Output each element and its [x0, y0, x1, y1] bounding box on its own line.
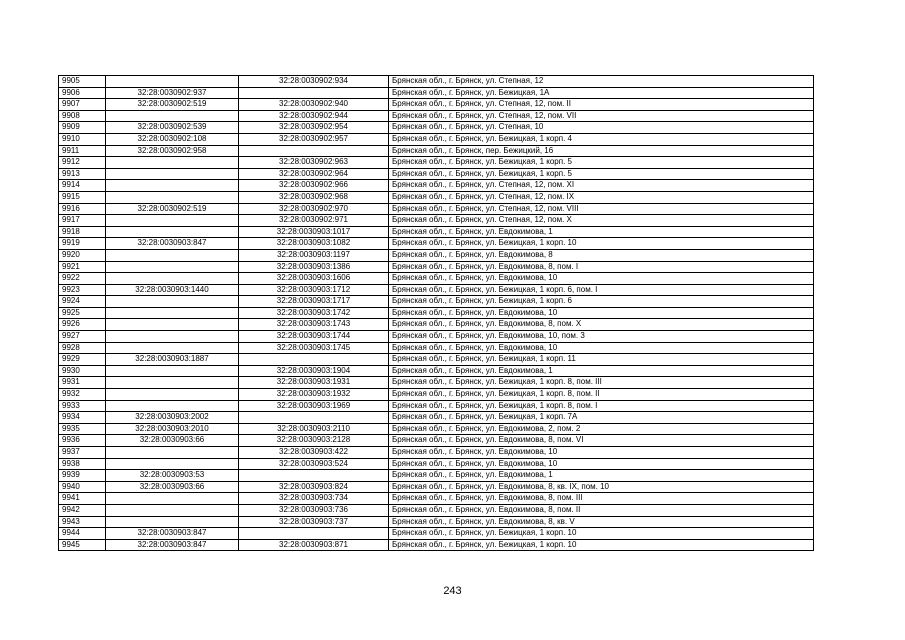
cadastral-number-cell: 32:28:0030902:957: [239, 133, 389, 145]
cadastral-number-cell: 32:28:0030903:1197: [239, 249, 389, 261]
row-number-cell: 9911: [59, 145, 106, 157]
cadastral-parent-cell: 32:28:0030903:2010: [106, 423, 239, 435]
table-row: [59, 331, 814, 343]
table-row: [59, 145, 814, 157]
row-number-cell: 9913: [59, 168, 106, 180]
address-cell: Брянская обл., г. Брянск, ул. Евдокимова, 10: [389, 458, 814, 470]
page-number: 243: [443, 585, 462, 597]
cadastral-parent-cell: [106, 168, 239, 180]
address-cell: Брянская обл., г. Брянск, ул. Бежицкая, 1А: [389, 87, 814, 99]
cadastral-number-cell: 32:28:0030903:871: [239, 539, 389, 551]
address-cell: Брянская обл., г. Брянск, ул. Евдокимова, 10: [389, 307, 814, 319]
row-number-cell: 9930: [59, 365, 106, 377]
cadastral-parent-cell: [106, 319, 239, 331]
cadastral-number-cell: [239, 87, 389, 99]
address-cell: Брянская обл., г. Брянск, ул. Степная, 12, пом. XI: [389, 180, 814, 192]
address-cell: Брянская обл., г. Брянск, ул. Евдокимова, 10: [389, 447, 814, 459]
table-row: [59, 342, 814, 354]
cadastral-number-cell: 32:28:0030903:1931: [239, 377, 389, 389]
cadastral-number-cell: [239, 470, 389, 482]
cadastral-parent-cell: [106, 377, 239, 389]
row-number-cell: 9932: [59, 389, 106, 401]
address-cell: Брянская обл., г. Брянск, ул. Евдокимова, 8, кв. IX, пом. 10: [389, 481, 814, 493]
table-row: [59, 99, 814, 111]
cadastral-parent-cell: [106, 76, 239, 88]
row-number-cell: 9937: [59, 447, 106, 459]
cadastral-parent-cell: [106, 273, 239, 285]
table-row: [59, 296, 814, 308]
address-cell: Брянская обл., г. Брянск, ул. Евдокимова, 8, пом. X: [389, 319, 814, 331]
cadastral-parent-cell: [106, 365, 239, 377]
row-number-cell: 9921: [59, 261, 106, 273]
cadastral-parent-cell: [106, 226, 239, 238]
table-row: [59, 493, 814, 505]
address-cell: Брянская обл., г. Брянск, ул. Евдокимова, 1: [389, 470, 814, 482]
cadastral-parent-cell: [106, 493, 239, 505]
table-row: [59, 191, 814, 203]
cadastral-number-cell: 32:28:0030903:1717: [239, 296, 389, 308]
cadastral-parent-cell: [106, 331, 239, 343]
cadastral-number-cell: 32:28:0030903:1712: [239, 284, 389, 296]
table-row: [59, 516, 814, 528]
table-row: [59, 168, 814, 180]
cadastral-number-cell: 32:28:0030902:968: [239, 191, 389, 203]
table-row: [59, 504, 814, 516]
cadastral-parent-cell: [106, 110, 239, 122]
cadastral-parent-cell: 32:28:0030903:847: [106, 528, 239, 540]
cadastral-parent-cell: 32:28:0030903:66: [106, 435, 239, 447]
table-row: [59, 157, 814, 169]
table-row: [59, 528, 814, 540]
cadastral-number-cell: [239, 354, 389, 366]
row-number-cell: 9941: [59, 493, 106, 505]
cadastral-parent-cell: [106, 342, 239, 354]
cadastral-parent-cell: 32:28:0030902:937: [106, 87, 239, 99]
registry-table-body: [59, 76, 814, 551]
address-cell: Брянская обл., г. Брянск, ул. Евдокимова, 10, пом. 3: [389, 331, 814, 343]
cadastral-number-cell: 32:28:0030902:963: [239, 157, 389, 169]
cadastral-parent-cell: [106, 157, 239, 169]
row-number-cell: 9920: [59, 249, 106, 261]
row-number-cell: 9939: [59, 470, 106, 482]
table-row: [59, 539, 814, 551]
table-row: [59, 76, 814, 88]
row-number-cell: 9943: [59, 516, 106, 528]
cadastral-number-cell: 32:28:0030903:2110: [239, 423, 389, 435]
table-row: [59, 319, 814, 331]
table-row: [59, 412, 814, 424]
row-number-cell: 9928: [59, 342, 106, 354]
table-row: [59, 447, 814, 459]
row-number-cell: 9924: [59, 296, 106, 308]
cadastral-number-cell: 32:28:0030903:422: [239, 447, 389, 459]
cadastral-number-cell: 32:28:0030903:1904: [239, 365, 389, 377]
cadastral-number-cell: 32:28:0030903:2128: [239, 435, 389, 447]
address-cell: Брянская обл., г. Брянск, ул. Евдокимова, 10: [389, 342, 814, 354]
table-row: [59, 273, 814, 285]
row-number-cell: 9914: [59, 180, 106, 192]
table-row: [59, 354, 814, 366]
address-cell: Брянская обл., г. Брянск, ул. Евдокимова, 2, пом. 2: [389, 423, 814, 435]
address-cell: Брянская обл., г. Брянск, ул. Степная, 12, пом. VII: [389, 110, 814, 122]
cadastral-parent-cell: [106, 504, 239, 516]
table-row: [59, 261, 814, 273]
address-cell: Брянская обл., г. Брянск, ул. Степная, 12, пом. VIII: [389, 203, 814, 215]
address-cell: Брянская обл., г. Брянск, ул. Степная, 12: [389, 76, 814, 88]
cadastral-parent-cell: 32:28:0030903:1887: [106, 354, 239, 366]
address-cell: Брянская обл., г. Брянск, ул. Бежицкая, 1 корп. 6, пом. I: [389, 284, 814, 296]
table-row: [59, 249, 814, 261]
row-number-cell: 9944: [59, 528, 106, 540]
cadastral-number-cell: 32:28:0030903:1745: [239, 342, 389, 354]
table-row: [59, 284, 814, 296]
address-cell: Брянская обл., г. Брянск, ул. Бежицкая, 1 корп. 11: [389, 354, 814, 366]
cadastral-number-cell: 32:28:0030902:934: [239, 76, 389, 88]
row-number-cell: 9935: [59, 423, 106, 435]
row-number-cell: 9919: [59, 238, 106, 250]
table-row: [59, 110, 814, 122]
cadastral-parent-cell: 32:28:0030903:847: [106, 238, 239, 250]
cadastral-parent-cell: 32:28:0030903:2002: [106, 412, 239, 424]
address-cell: Брянская обл., г. Брянск, ул. Степная, 10: [389, 122, 814, 134]
table-row: [59, 470, 814, 482]
row-number-cell: 9940: [59, 481, 106, 493]
cadastral-parent-cell: 32:28:0030902:958: [106, 145, 239, 157]
cadastral-number-cell: 32:28:0030903:1017: [239, 226, 389, 238]
row-number-cell: 9934: [59, 412, 106, 424]
cadastral-parent-cell: [106, 447, 239, 459]
row-number-cell: 9927: [59, 331, 106, 343]
address-cell: Брянская обл., г. Брянск, ул. Бежицкая, 1 корп. 10: [389, 539, 814, 551]
row-number-cell: 9910: [59, 133, 106, 145]
cadastral-number-cell: 32:28:0030903:1386: [239, 261, 389, 273]
address-cell: Брянская обл., г. Брянск, ул. Бежицкая, 1 корп. 10: [389, 528, 814, 540]
row-number-cell: 9938: [59, 458, 106, 470]
row-number-cell: 9906: [59, 87, 106, 99]
row-number-cell: 9945: [59, 539, 106, 551]
address-cell: Брянская обл., г. Брянск, ул. Евдокимова, 8, пом. II: [389, 504, 814, 516]
address-cell: Брянская обл., г. Брянск, ул. Евдокимова, 8, кв. V: [389, 516, 814, 528]
address-cell: Брянская обл., г. Брянск, ул. Евдокимова, 8, пом. I: [389, 261, 814, 273]
address-cell: Брянская обл., г. Брянск, ул. Евдокимова, 8, пом. VI: [389, 435, 814, 447]
cadastral-parent-cell: 32:28:0030902:539: [106, 122, 239, 134]
cadastral-number-cell: 32:28:0030903:1969: [239, 400, 389, 412]
cadastral-parent-cell: [106, 215, 239, 227]
row-number-cell: 9916: [59, 203, 106, 215]
row-number-cell: 9917: [59, 215, 106, 227]
cadastral-parent-cell: 32:28:0030902:519: [106, 203, 239, 215]
address-cell: Брянская обл., г. Брянск, ул. Бежицкая, 1 корп. 8, пом. III: [389, 377, 814, 389]
table-row: [59, 133, 814, 145]
cadastral-number-cell: [239, 145, 389, 157]
row-number-cell: 9926: [59, 319, 106, 331]
row-number-cell: 9942: [59, 504, 106, 516]
cadastral-number-cell: 32:28:0030903:1082: [239, 238, 389, 250]
address-cell: Брянская обл., г. Брянск, ул. Бежицкая, 1 корп. 4: [389, 133, 814, 145]
cadastral-number-cell: 32:28:0030902:970: [239, 203, 389, 215]
table-row: [59, 87, 814, 99]
address-cell: Брянская обл., г. Брянск, ул. Степная, 12, пом. X: [389, 215, 814, 227]
cadastral-number-cell: [239, 412, 389, 424]
address-cell: Брянская обл., г. Брянск, ул. Бежицкая, 1 корп. 8, пом. I: [389, 400, 814, 412]
cadastral-parent-cell: [106, 389, 239, 401]
row-number-cell: 9907: [59, 99, 106, 111]
table-row: [59, 203, 814, 215]
address-cell: Брянская обл., г. Брянск, ул. Бежицкая, 1 корп. 8, пом. II: [389, 389, 814, 401]
cadastral-number-cell: 32:28:0030903:1744: [239, 331, 389, 343]
row-number-cell: 9936: [59, 435, 106, 447]
cadastral-number-cell: 32:28:0030903:1742: [239, 307, 389, 319]
table-row: [59, 423, 814, 435]
cadastral-number-cell: 32:28:0030903:734: [239, 493, 389, 505]
address-cell: Брянская обл., г. Брянск, ул. Бежицкая, 1 корп. 10: [389, 238, 814, 250]
cadastral-parent-cell: 32:28:0030902:519: [106, 99, 239, 111]
cadastral-number-cell: 32:28:0030902:971: [239, 215, 389, 227]
table-row: [59, 389, 814, 401]
cadastral-parent-cell: [106, 307, 239, 319]
cadastral-number-cell: 32:28:0030903:824: [239, 481, 389, 493]
table-row: [59, 215, 814, 227]
address-cell: Брянская обл., г. Брянск, пер. Бежицкий, 16: [389, 145, 814, 157]
table-row: [59, 238, 814, 250]
row-number-cell: 9931: [59, 377, 106, 389]
address-cell: Брянская обл., г. Брянск, ул. Евдокимова, 1: [389, 365, 814, 377]
table-row: [59, 377, 814, 389]
cadastral-number-cell: [239, 528, 389, 540]
address-cell: Брянская обл., г. Брянск, ул. Бежицкая, 1 корп. 5: [389, 168, 814, 180]
row-number-cell: 9908: [59, 110, 106, 122]
cadastral-parent-cell: 32:28:0030903:1440: [106, 284, 239, 296]
row-number-cell: 9922: [59, 273, 106, 285]
cadastral-number-cell: 32:28:0030902:954: [239, 122, 389, 134]
row-number-cell: 9918: [59, 226, 106, 238]
cadastral-number-cell: 32:28:0030903:736: [239, 504, 389, 516]
cadastral-parent-cell: [106, 458, 239, 470]
cadastral-number-cell: 32:28:0030903:1932: [239, 389, 389, 401]
cadastral-number-cell: 32:28:0030902:966: [239, 180, 389, 192]
row-number-cell: 9909: [59, 122, 106, 134]
address-cell: Брянская обл., г. Брянск, ул. Евдокимова, 8, пом. III: [389, 493, 814, 505]
row-number-cell: 9923: [59, 284, 106, 296]
address-cell: Брянская обл., г. Брянск, ул. Евдокимова, 8: [389, 249, 814, 261]
table-row: [59, 122, 814, 134]
table-row: [59, 180, 814, 192]
row-number-cell: 9905: [59, 76, 106, 88]
table-row: [59, 226, 814, 238]
table-row: [59, 365, 814, 377]
table-row: [59, 435, 814, 447]
row-number-cell: 9915: [59, 191, 106, 203]
row-number-cell: 9925: [59, 307, 106, 319]
cadastral-number-cell: 32:28:0030903:524: [239, 458, 389, 470]
cadastral-parent-cell: 32:28:0030903:847: [106, 539, 239, 551]
cadastral-parent-cell: [106, 249, 239, 261]
cadastral-parent-cell: [106, 516, 239, 528]
cadastral-parent-cell: [106, 191, 239, 203]
cadastral-parent-cell: 32:28:0030903:53: [106, 470, 239, 482]
registry-table: [58, 75, 814, 551]
cadastral-parent-cell: 32:28:0030902:108: [106, 133, 239, 145]
address-cell: Брянская обл., г. Брянск, ул. Степная, 12, пом. II: [389, 99, 814, 111]
table-row: [59, 400, 814, 412]
cadastral-number-cell: 32:28:0030903:1606: [239, 273, 389, 285]
address-cell: Брянская обл., г. Брянск, ул. Бежицкая, 1 корп. 6: [389, 296, 814, 308]
address-cell: Брянская обл., г. Брянск, ул. Степная, 12, пом. IX: [389, 191, 814, 203]
table-row: [59, 458, 814, 470]
cadastral-number-cell: 32:28:0030902:964: [239, 168, 389, 180]
address-cell: Брянская обл., г. Брянск, ул. Бежицкая, 1 корп. 7А: [389, 412, 814, 424]
row-number-cell: 9912: [59, 157, 106, 169]
cadastral-parent-cell: 32:28:0030903:66: [106, 481, 239, 493]
address-cell: Брянская обл., г. Брянск, ул. Евдокимова, 1: [389, 226, 814, 238]
cadastral-parent-cell: [106, 296, 239, 308]
address-cell: Брянская обл., г. Брянск, ул. Евдокимова, 10: [389, 273, 814, 285]
cadastral-number-cell: 32:28:0030902:940: [239, 99, 389, 111]
table-row: [59, 481, 814, 493]
cadastral-number-cell: 32:28:0030903:1743: [239, 319, 389, 331]
address-cell: Брянская обл., г. Брянск, ул. Бежицкая, 1 корп. 5: [389, 157, 814, 169]
cadastral-number-cell: 32:28:0030902:944: [239, 110, 389, 122]
row-number-cell: 9933: [59, 400, 106, 412]
cadastral-number-cell: 32:28:0030903:737: [239, 516, 389, 528]
table-row: [59, 307, 814, 319]
cadastral-parent-cell: [106, 261, 239, 273]
cadastral-parent-cell: [106, 400, 239, 412]
row-number-cell: 9929: [59, 354, 106, 366]
cadastral-parent-cell: [106, 180, 239, 192]
